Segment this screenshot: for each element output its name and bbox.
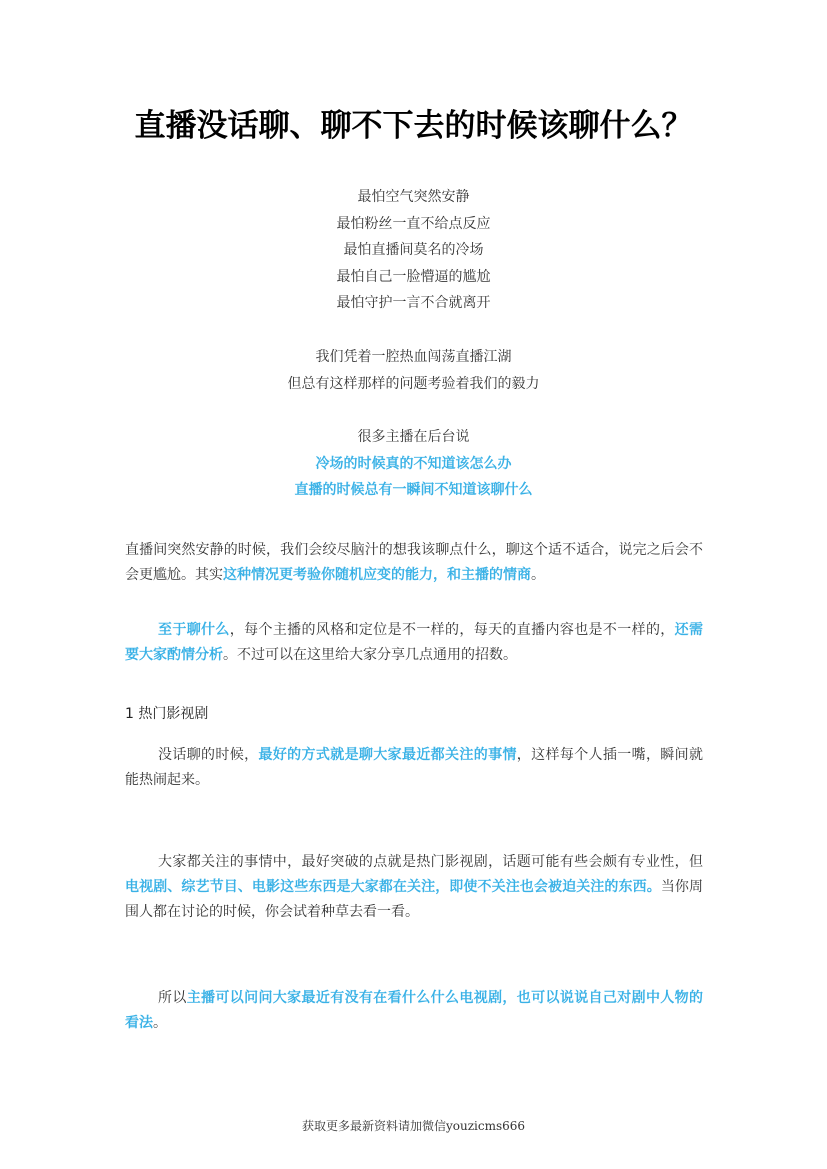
poem-stanza-2 bbox=[0, 344, 827, 397]
poem-stanza-3 bbox=[0, 424, 827, 504]
poem-line: 最怕自己一脸懵逼的尴尬 bbox=[336, 268, 491, 285]
paragraph-text: 所以 bbox=[158, 990, 187, 1006]
paragraph-text: ，这样每个人插一嘴，瞬间就能热闹起来。 bbox=[125, 747, 704, 788]
paragraph-text: 当你周围人都在讨论的时候，你会试着种草去看一看。 bbox=[125, 879, 704, 920]
poem-stanza-1 bbox=[0, 184, 827, 317]
highlight-text: 主播可以问问大家最近有没有在看什么什么电视剧，也可以说说自己对剧中人物的看法 bbox=[125, 990, 703, 1031]
highlight-text: 电视剧、综艺节目、电影这些东西是大家都在关注，即使不关注也会被迫关注的东西。 bbox=[125, 879, 661, 895]
paragraph-text: 。 bbox=[153, 1015, 167, 1031]
paragraph-text: 。 bbox=[531, 567, 545, 583]
poem-line: 很多主播在后台说 bbox=[357, 429, 470, 445]
poem-line: 最怕粉丝一直不给点反应 bbox=[336, 215, 491, 232]
paragraph-intro bbox=[125, 538, 703, 588]
paragraph-best-way bbox=[125, 743, 703, 793]
highlight-text: 至于聊什么 bbox=[158, 622, 230, 638]
highlight-text: 这种情况更考验你随机应变的能力，和主播的情商 bbox=[223, 567, 531, 583]
page-footer: 获取更多最新资料请加微信youzicms666 bbox=[301, 1119, 526, 1133]
highlight-text: 还需要大家酌情分析 bbox=[125, 622, 704, 663]
paragraph-text: 大家都关注的事情中，最好突破的点就是热门影视剧，话题可能有些会颇有专业性，但 bbox=[158, 854, 703, 870]
paragraph-text: 没话聊的时候， bbox=[158, 747, 259, 763]
paragraph-text: 。不过可以在这里给大家分享几点通用的招数。 bbox=[223, 647, 517, 663]
paragraph-text: ，每个主播的风格和定位是不一样的，每天的直播内容也是不一样的， bbox=[229, 622, 675, 638]
poem-highlight-line: 冷场的时候真的不知道该怎么办 bbox=[315, 455, 512, 472]
document-title: 直播没话聊、聊不下去的时候该聊什么？ bbox=[134, 108, 693, 144]
section-heading: 1 热门影视剧 bbox=[125, 706, 209, 722]
paragraph-what-to-talk bbox=[125, 618, 703, 668]
poem-line: 最怕空气突然安静 bbox=[357, 189, 470, 205]
poem-line: 我们凭着一腔热血闯荡直播江湖 bbox=[315, 349, 512, 365]
highlight-text: 最好的方式就是聊大家最近都关注的事情 bbox=[258, 747, 517, 763]
poem-line: 最怕守护一言不合就离开 bbox=[336, 295, 491, 311]
paragraph-so-ask bbox=[125, 986, 703, 1036]
paragraph-text: 直播间突然安静的时候，我们会绞尽脑汁的想我该聊点什么，聊这个适不适合，说完之后会不会更尴尬。其实 bbox=[125, 542, 703, 583]
poem-line: 但总有这样那样的问题考验着我们的毅力 bbox=[287, 375, 540, 392]
poem-highlight-line: 直播的时候总有一瞬间不知道该聊什么 bbox=[294, 482, 533, 498]
poem-line: 最怕直播间莫名的冷场 bbox=[343, 242, 484, 258]
paragraph-hot-dramas bbox=[125, 850, 703, 925]
